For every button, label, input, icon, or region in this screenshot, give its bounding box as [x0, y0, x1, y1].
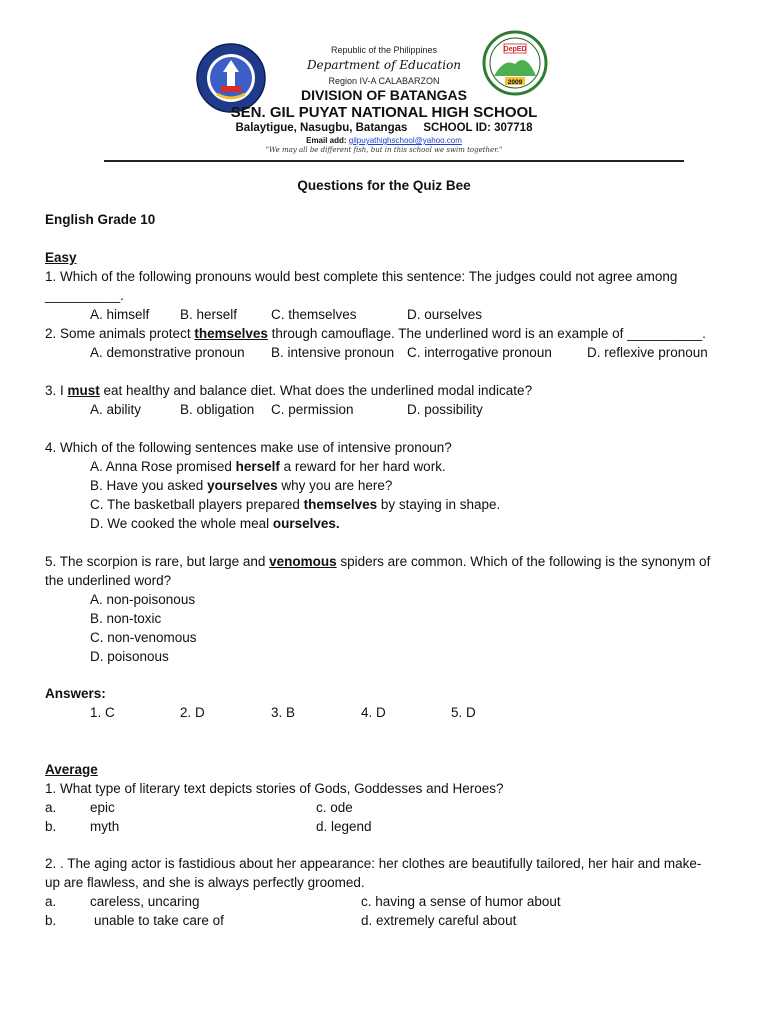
address: Balaytigue, Nasugbu, Batangas: [235, 122, 408, 134]
avg-q2-stem-line2: up are flawless, and she is always perfectly groomed.: [45, 875, 365, 890]
quiz-title: Questions for the Quiz Bee: [297, 178, 471, 193]
school-id: SCHOOL ID: 307718: [423, 122, 533, 134]
header-divider: [104, 160, 684, 162]
avg-q2-letter-b: b.: [45, 913, 57, 928]
address-line: [0, 122, 768, 134]
answer-5: 5. D: [451, 705, 476, 720]
average-heading: Average: [45, 762, 98, 777]
easy-q3-option-b: B. obligation: [180, 402, 255, 417]
avg-q1-option-a: epic: [90, 800, 115, 815]
avg-q2-option-b: unable to take care of: [94, 913, 224, 928]
easy-q2-stem: 2. Some animals protect themselves through camouflage. The underlined word is an example of __________.: [45, 326, 706, 341]
easy-q2-option-b: B. intensive pronoun: [271, 345, 395, 360]
answer-2: 2. D: [180, 705, 205, 720]
division-line: DIVISION OF BATANGAS: [301, 87, 467, 103]
subject-label: English Grade 10: [45, 212, 156, 227]
easy-q5-option-c: C. non-venomous: [90, 630, 197, 645]
region-line: Region IV-A CALABARZON: [328, 76, 440, 86]
easy-heading: Easy: [45, 250, 77, 265]
easy-q1-stem: 1. Which of the following pronouns would best complete this sentence: The judges could not agree among: [45, 269, 678, 284]
email-link[interactable]: gilpuyathighschool@yahoo.com: [348, 136, 462, 145]
easy-q1-option-c: C. themselves: [271, 307, 357, 322]
easy-q2-option-a: A. demonstrative pronoun: [90, 345, 245, 360]
easy-q1-blank: __________.: [45, 288, 124, 303]
easy-q2-option-c: C. interrogative pronoun: [407, 345, 552, 360]
avg-q1-letter-a: a.: [45, 800, 57, 815]
answers-label: Answers:: [45, 686, 106, 701]
email-line: [0, 136, 768, 145]
avg-q1-letter-b: b.: [45, 819, 57, 834]
avg-q1-option-c: c. ode: [316, 800, 353, 815]
easy-q1-option-b: B. herself: [180, 307, 238, 322]
avg-q1-option-b: myth: [90, 819, 120, 834]
easy-q4-stem: 4. Which of the following sentences make use of intensive pronoun?: [45, 440, 452, 455]
motto: "We may all be different fish, but in this school we swim together.": [265, 146, 503, 154]
answer-4: 4. D: [361, 705, 386, 720]
easy-q5-option-a: A. non-poisonous: [90, 592, 196, 607]
easy-q3-option-c: C. permission: [271, 402, 354, 417]
avg-q2-letter-a: a.: [45, 894, 57, 909]
email-label: Email add:: [306, 136, 347, 145]
underlined-word: themselves: [194, 326, 268, 341]
easy-q1-option-d: D. ourselves: [407, 307, 483, 322]
answer-3: 3. B: [271, 705, 296, 720]
easy-q5-option-d: D. poisonous: [90, 649, 169, 664]
avg-q2-option-a: careless, uncaring: [90, 894, 200, 909]
underlined-word: must: [67, 383, 100, 398]
avg-q1-stem: 1. What type of literary text depicts stories of Gods, Goddesses and Heroes?: [45, 781, 504, 796]
easy-q4-option-d: D. We cooked the whole meal ourselves.: [90, 516, 340, 531]
deped-brand-text: DepED: [503, 46, 527, 53]
avg-q1-option-d: d. legend: [316, 819, 372, 834]
easy-q5-option-b: B. non-toxic: [90, 611, 162, 626]
department-line: Department of Education: [306, 58, 462, 72]
easy-q4-option-b: B. Have you asked yourselves why you are here?: [90, 478, 393, 493]
seal-year-text: 2009: [507, 79, 523, 86]
underlined-word: venomous: [269, 554, 337, 569]
easy-q3-option-a: A. ability: [90, 402, 142, 417]
easy-q3-stem: 3. I must eat healthy and balance diet. What does the underlined modal indicate?: [45, 383, 533, 398]
school-seal-logo: [482, 30, 548, 96]
answer-1: 1. C: [90, 705, 115, 720]
easy-q5-stem-line2: the underlined word?: [45, 573, 172, 588]
easy-q2-option-d: D. reflexive pronoun: [587, 345, 708, 360]
easy-q4-option-a: A. Anna Rose promised herself a reward for her hard work.: [90, 459, 446, 474]
easy-q4-option-c: C. The basketball players prepared themselves by staying in shape.: [90, 497, 501, 512]
easy-q3-option-d: D. possibility: [407, 402, 483, 417]
easy-q1-option-a: A. himself: [90, 307, 150, 322]
school-name: SEN. GIL PUYAT NATIONAL HIGH SCHOOL: [230, 104, 538, 121]
easy-q5-stem: 5. The scorpion is rare, but large and venomous spiders are common. Which of the following is the synonym of: [45, 554, 711, 569]
avg-q2-option-d: d. extremely careful about: [361, 913, 517, 928]
avg-q2-option-c: c. having a sense of humor about: [361, 894, 561, 909]
republic-line: Republic of the Philippines: [330, 45, 438, 55]
avg-q2-stem: 2. . The aging actor is fastidious about her appearance: her clothes are beautifully tailored, her hair and make-: [45, 856, 702, 871]
